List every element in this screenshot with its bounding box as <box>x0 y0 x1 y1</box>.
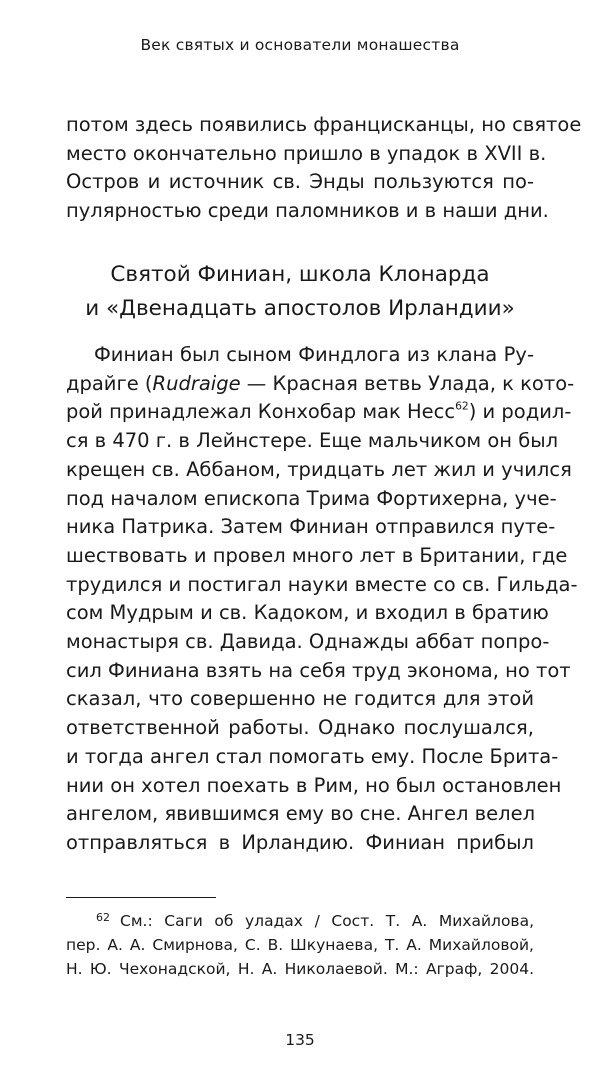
text-line: крещен св. Аббаном, тридцать лет жил и учился <box>66 457 572 481</box>
footnote <box>66 906 534 981</box>
text-line: ника Патрика. Затем Финиан отправился путе- <box>66 515 556 539</box>
footnote-ref[interactable]: 62 <box>455 399 469 413</box>
paragraph-continuation <box>66 111 582 226</box>
footnote-number: 62 <box>96 911 110 924</box>
footnote-line: пер. А. А. Смирнова, С. В. Шкунаева, Т. А. Михайловой, <box>66 936 534 954</box>
text-line: пулярностью среди паломников и в наши дни. <box>66 199 549 223</box>
section-heading-line: Святой Финиан, школа Клонарда <box>110 262 490 287</box>
running-head: Век святых и основатели монашества <box>140 36 460 54</box>
text-line: потом здесь появились францисканцы, но святое <box>66 113 582 136</box>
text-line: рой принадлежал Конхобар мак Несс$^{62}$) и родил- <box>66 399 572 424</box>
text-line: ангелом, явившимся ему во сне. Ангел велел <box>66 802 536 826</box>
text-line: драйге (Rudraige — Красная ветвь Улада, к кото- <box>66 371 575 395</box>
section-heading <box>0 258 600 326</box>
italic-term: Rudraige <box>152 371 241 395</box>
text-line: сом Мудрым и св. Кадоком, и входил в братию <box>66 601 549 625</box>
text-line: ответственной работы. Однако послушался, <box>66 716 534 740</box>
text-line: шествовать и провел много лет в Британии, где <box>66 543 568 567</box>
text-line: Финиан был сыном Финдлога из клана Ру- <box>94 343 534 366</box>
text-line: и тогда ангел стал помогать ему. После Брита- <box>66 744 559 768</box>
text-line: сказал, что совершенно не годится для этой <box>66 687 534 711</box>
paragraph-finian <box>66 341 578 858</box>
footnote-line: $^{62}$ См.: Саги об уладах / Сост. Т. А. Михайлова, <box>96 911 534 930</box>
section-heading-line: и «Двенадцать апостолов Ирландии» <box>85 296 515 321</box>
text-line: Остров и источник св. Энды пользуются по- <box>66 170 534 194</box>
text-line: место окончательно пришло в упадок в XVII в. <box>66 141 547 165</box>
text-line: ся в 470 г. в Лейнстере. Еще мальчиком он был <box>66 429 559 453</box>
page-number: 135 <box>285 1031 315 1049</box>
footnote-divider <box>66 897 216 898</box>
text-line: сил Финиана взять на себя труд эконома, но тот <box>66 658 571 682</box>
text-line: монастыря св. Давида. Однажды аббат попро- <box>66 630 550 654</box>
footnote-line: Н. Ю. Чехонадской, Н. А. Николаевой. М.: Аграф, 2004. <box>66 960 534 978</box>
text-line: трудился и постигал науки вместе со св. Гильда- <box>66 572 578 596</box>
text-line: под началом епископа Трима Фортихерна, уче- <box>66 486 557 510</box>
text-line: отправляться в Ирландию. Финиан прибыл <box>66 830 534 854</box>
text-line: нии он хотел поехать в Рим, но был остановлен <box>66 773 562 797</box>
